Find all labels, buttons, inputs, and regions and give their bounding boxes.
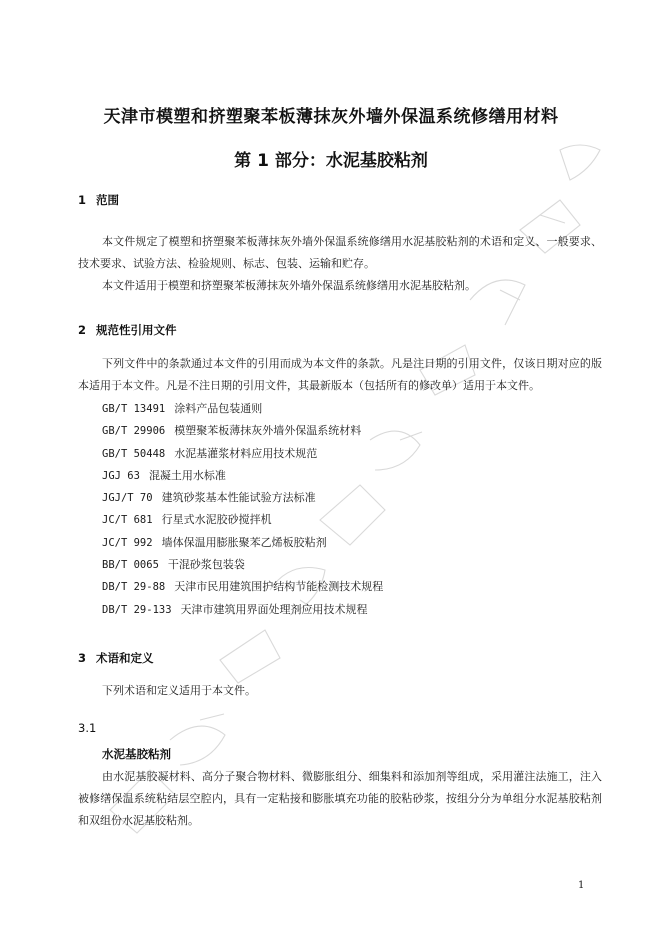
reference-item [102,487,383,509]
reference-title: 墙体保温用膨胀聚苯乙烯板胶粘剂 [161,535,327,549]
reference-code: JC/T 681 [102,514,153,527]
scope-paragraph: 本文件规定了模塑和挤塑聚苯板薄抹灰外墙外保温系统修缮用水泥基胶粘剂的术语和定义、一般要求、技术要求、试验方法、检验规则、标志、包装、运输和贮存。 [78,235,602,270]
section-title: 术语和定义 [96,651,154,665]
reference-code: GB/T 50448 [102,447,166,460]
reference-code: GB/T 13491 [102,403,166,415]
section-number: 1 [78,193,87,207]
reference-code: JGJ 63 [102,469,140,482]
reference-title: 行星式水泥胶砂搅拌机 [161,513,272,527]
reference-code: JGJ/T 70 [102,492,153,505]
document-title: 天津市模塑和挤塑聚苯板薄抹灰外墙外保温系统修缮用材料 [103,107,559,127]
section-heading-scope [78,192,119,208]
terms-intro: 下列术语和定义适用于本文件。 [102,684,256,697]
reference-item [102,465,383,487]
reference-code: DB/T 29-88 [102,581,166,594]
reference-item [102,398,383,420]
reference-code: BB/T 0065 [102,559,159,572]
document-subtitle: 第 1 部分：水泥基胶粘剂 [234,151,428,171]
section-title: 范围 [96,193,119,207]
section-title: 规范性引用文件 [96,323,177,337]
reference-title: 模塑聚苯板薄抹灰外墙外保温系统材料 [174,424,362,438]
reference-title: 干混砂浆包装袋 [167,558,245,572]
reference-title: 天津市民用建筑围护结构节能检测技术规程 [174,580,384,594]
reference-title: 水泥基灌浆材料应用技术规范 [174,446,318,460]
reference-item [102,443,383,465]
references-intro: 下列文件中的条款通过本文件的引用而成为本文件的条款。凡是注日期的引用文件，仅该日期对应的版本适用于本文件。凡是不注日期的引用文件，其最新版本（包括所有的修改单）适用于本文件。 [78,357,602,392]
reference-title: 混凝土用水标准 [148,468,226,482]
section-number: 3 [78,651,87,665]
reference-item [102,420,383,442]
term-name: 水泥基胶粘剂 [102,747,171,761]
reference-code: JC/T 992 [102,536,153,549]
section-heading-terms [78,650,154,666]
reference-title: 涂料产品包装通则 [174,402,263,415]
page-number: 1 [578,880,585,891]
term-number: 3.1 [78,721,97,735]
reference-title: 天津市建筑用界面处理剂应用技术规程 [180,602,368,616]
reference-code: DB/T 29-133 [102,603,172,616]
reference-item [102,599,383,621]
reference-item [102,532,383,554]
reference-item [102,576,383,598]
reference-list [102,398,383,621]
reference-title: 建筑砂浆基本性能试验方法标准 [161,491,316,505]
reference-code: GB/T 29906 [102,425,166,438]
section-number: 2 [78,323,87,337]
reference-item [102,509,383,531]
section-heading-normative-references [78,322,177,338]
reference-item [102,554,383,576]
term-definition: 由水泥基胶凝材料、高分子聚合物材料、微膨胀组分、细集料和添加剂等组成，采用灌注法施工，注入被修缮保温系统粘结层空腔内，具有一定粘接和膨胀填充功能的胶粘砂浆，按组分分为单组分水泥基胶粘剂和双组份水泥基胶粘剂。 [78,770,602,827]
scope-paragraph: 本文件适用于模塑和挤塑聚苯板薄抹灰外墙外保温系统修缮用水泥基胶粘剂。 [102,279,476,292]
